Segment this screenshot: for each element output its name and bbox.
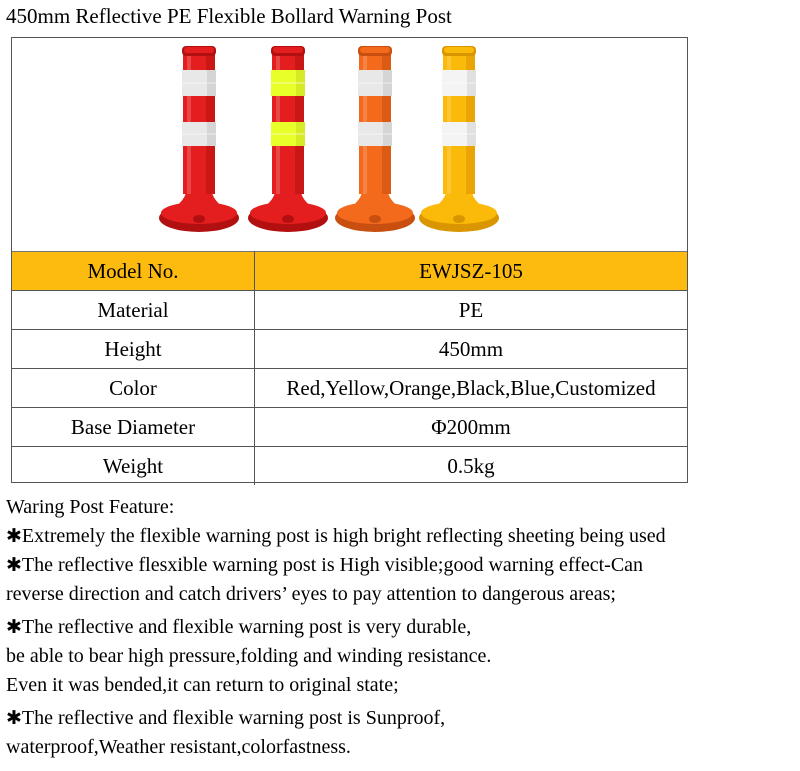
bollard-post-orange	[335, 46, 415, 232]
spec-value: EWJSZ-105	[255, 252, 688, 291]
feature-item	[6, 522, 800, 551]
bollard-posts-image	[12, 38, 687, 251]
feature-text-continued: be able to bear high pressure,folding and winding resistance.	[6, 645, 492, 667]
spec-row	[12, 408, 687, 447]
spec-row	[12, 291, 687, 330]
feature-heading: Waring Post Feature:	[6, 496, 175, 518]
product-photo	[12, 38, 687, 251]
feature-item	[6, 704, 800, 733]
feature-item	[6, 551, 800, 580]
feature-text: The reflective and flexible warning post is Sunproof,	[21, 707, 446, 729]
spec-label: Base Diameter	[12, 408, 255, 447]
page-title: 450mm Reflective PE Flexible Bollard Warning Post	[6, 4, 452, 28]
spec-value: Φ200mm	[255, 408, 688, 447]
product-sheet	[11, 37, 688, 483]
spec-table	[12, 251, 687, 485]
bollard-post-red	[159, 46, 239, 232]
spec-label: Model No.	[12, 252, 255, 291]
star-bullet-icon: ✱	[6, 707, 22, 729]
feature-list	[6, 493, 800, 762]
feature-text: The reflective and flexible warning post is very durable,	[21, 616, 472, 638]
spec-value: Red,Yellow,Orange,Black,Blue,Customized	[255, 369, 688, 408]
star-bullet-icon: ✱	[6, 616, 22, 638]
feature-item	[6, 613, 800, 642]
spec-row	[12, 330, 687, 369]
feature-text-continued: Even it was bended,it can return to original state;	[6, 674, 399, 696]
spec-value: 450mm	[255, 330, 688, 369]
spec-label: Height	[12, 330, 255, 369]
star-bullet-icon: ✱	[6, 554, 22, 576]
spec-label: Color	[12, 369, 255, 408]
feature-text-continued: waterproof,Weather resistant,colorfastness.	[6, 736, 351, 758]
feature-text: The reflective flesxible warning post is High visible;good warning effect-Can	[21, 554, 644, 576]
star-bullet-icon: ✱	[6, 525, 22, 547]
bollard-post-red-yellow	[248, 46, 328, 232]
feature-text: Extremely the flexible warning post is high bright reflecting sheeting being used	[21, 525, 666, 547]
spec-value: 0.5kg	[255, 447, 688, 486]
spec-row	[12, 369, 687, 408]
spec-label: Material	[12, 291, 255, 330]
spec-header-row	[12, 252, 687, 291]
bollard-post-yellow	[419, 46, 499, 232]
feature-text-continued: reverse direction and catch drivers’ eyes to pay attention to dangerous areas;	[6, 583, 616, 605]
spec-value: PE	[255, 291, 688, 330]
spec-row	[12, 447, 687, 486]
spec-label: Weight	[12, 447, 255, 486]
